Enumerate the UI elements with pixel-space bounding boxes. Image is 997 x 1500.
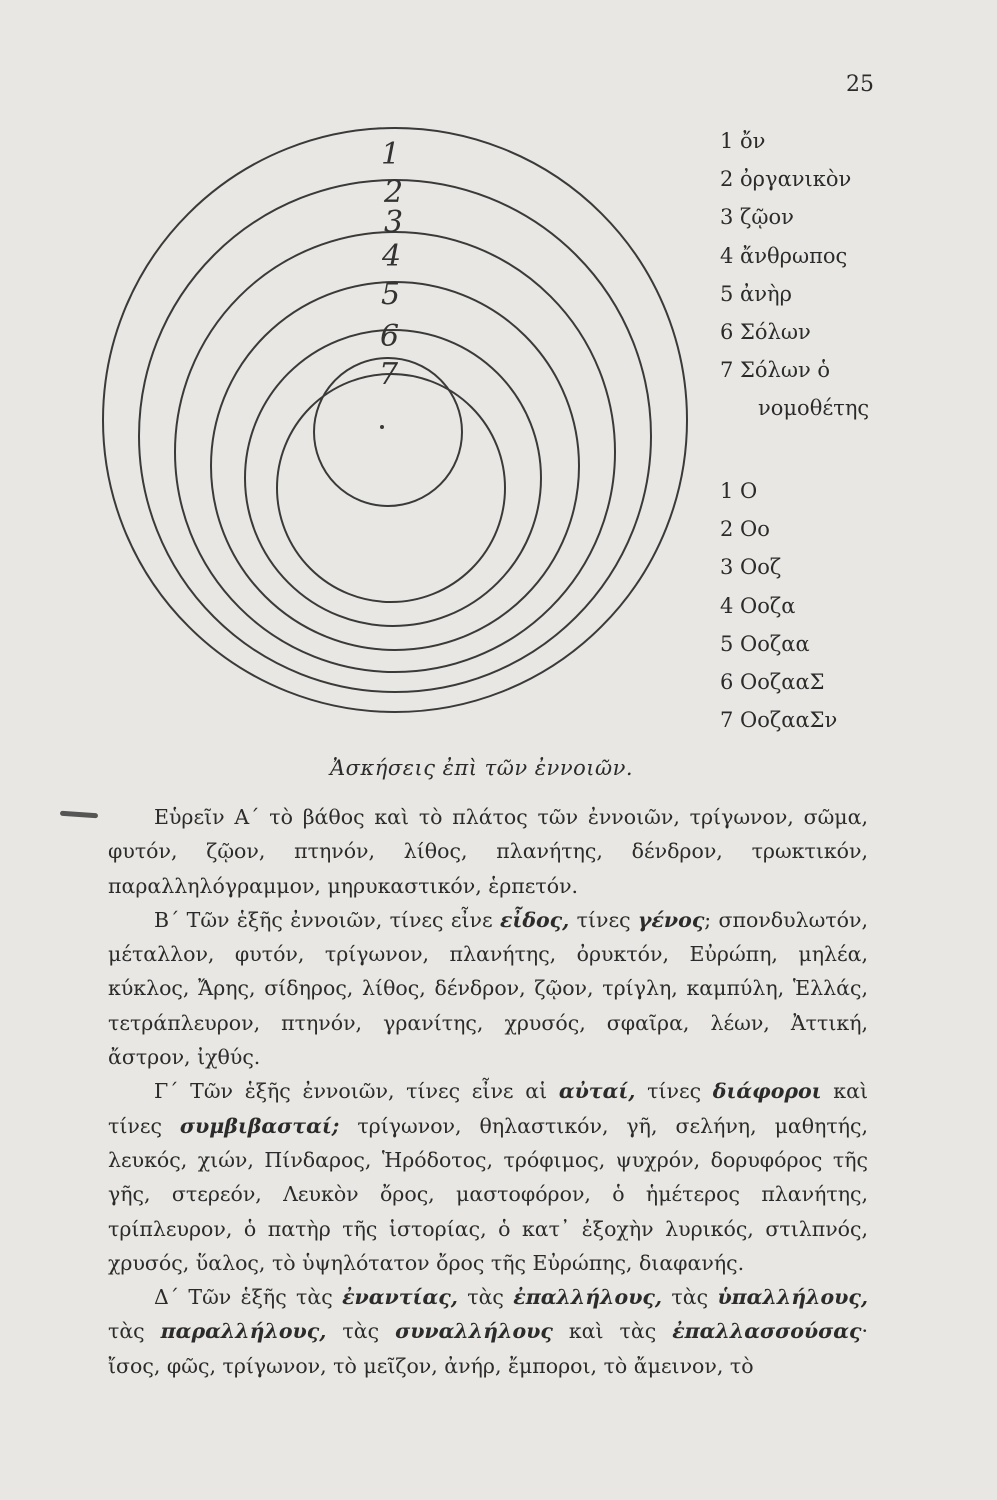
ring-number-1: 1 [381, 137, 401, 172]
exercise-b [108, 903, 868, 1074]
exercises-heading: Ἀσκήσεις ἐπὶ τῶν ἐννοιῶν. [330, 756, 634, 780]
ring-number-4: 4 [382, 239, 402, 274]
legend-concept-item: 3 ζῷον [720, 205, 794, 230]
exercise-d-term: συναλλήλους [395, 1319, 553, 1344]
exercise-d-term: ἐναντίας, [342, 1285, 458, 1310]
legend-concept-item: 1 ὄν [720, 129, 766, 153]
exercise-d-text: τὰς [108, 1319, 161, 1344]
exercise-d-text: τὰς [662, 1285, 718, 1310]
concentric-circles-diagram [95, 120, 705, 740]
concept-legend [720, 122, 869, 428]
exercise-c-term: αὐταί, [558, 1079, 636, 1104]
pen-mark [60, 811, 98, 819]
ring-number-7: 7 [379, 357, 399, 392]
legend-concept-item: 5 ἀνὴρ [720, 281, 792, 306]
exercise-c-text: Γ΄ Τῶν ἑξῆς ἐννοιῶν, τίνες εἶνε αἱ [154, 1079, 559, 1104]
ring-number-6: 6 [380, 319, 400, 354]
page-number: 25 [846, 72, 874, 97]
letter-legend [720, 472, 837, 739]
exercise-c [108, 1074, 868, 1280]
ring-number-3: 3 [384, 205, 404, 240]
legend-letter-item: 4 Οοζα [720, 593, 796, 618]
exercise-d-text: καὶ τὰς [552, 1319, 673, 1344]
legend-letter-item: 3 Οοζ [720, 555, 782, 580]
exercise-b-term: γένος [637, 907, 705, 932]
legend-concept-item: 6 Σόλων [720, 320, 811, 345]
exercise-d-text: · ἴσος, φῶς, τρίγωνον, τὸ μεῖζον, ἀνήρ, ἔμποροι, τὸ ἄμεινον, τὸ [108, 1319, 868, 1378]
legend-concept-item: 4 ἄνθρωπος [720, 243, 848, 268]
exercise-d-term: παραλλήλους, [160, 1319, 327, 1344]
exercises-body [108, 800, 868, 1383]
exercise-c-text: τίνες [635, 1079, 713, 1104]
exercise-d-term: ἐπαλλήλους, [513, 1285, 663, 1310]
exercise-d-text: τὰς [326, 1319, 396, 1344]
concentric-circles-svg [95, 120, 705, 740]
exercise-b-text: τίνες [569, 907, 638, 932]
legend-letter-item: 2 Οο [720, 517, 770, 542]
exercise-d-text: Δ΄ Τῶν ἑξῆς τὰς [154, 1285, 343, 1310]
exercise-c-term: συμβιβασταί; [179, 1113, 340, 1138]
exercise-d-term: ὑπαλλήλους, [717, 1285, 868, 1310]
exercise-b-text: ; σπονδυλωτόν, μέταλλον, φυτόν, τρίγωνον, πλανήτης, ὀρυκτόν, Εὐρώπη, μηλέα, κύκλος, Ἄρης, σίδηρος, λίθος, δένδρον, ζῷον, τρίγλη, καμπύλη, Ἑλλάς, τετράπλευρον, πτηνόν, γρανίτης, χρυσός, σφαῖρα, λέων, Ἀττική, ἄστρον, ἰχθύς. [108, 907, 868, 1070]
exercise-c-text: καὶ τίνες [108, 1079, 868, 1138]
legend-concept-item: 2 ὀργανικὸν [720, 167, 852, 192]
circle-ring-6 [277, 374, 505, 602]
exercise-c-text: τρίγωνον, θηλαστικόν, γῆ, σελήνη, μαθητής, λευκός, χιών, Πίνδαρος, Ἡρόδοτος, τρόφιμος, ψυχρόν, δορυφόρος τῆς γῆς, στερεόν, Λευκὸν ὄρος, μαστοφόρον, ὁ ἡμέτερος πλανήτης, τρίπλευρον, ὁ πατὴρ τῆς ἱστορίας, ὁ κατ᾽ ἐξοχὴν λυρικός, στιλπνός, χρυσός, ὕαλος, τὸ ὑψηλότατον ὄρος τῆς Εὐρώπης, διαφανής. [108, 1113, 868, 1275]
exercise-b-term: εἶδος, [499, 907, 570, 932]
center-dot [380, 425, 384, 429]
legend-letter-item: 7 ΟοζααΣν [720, 708, 838, 733]
ring-number-5: 5 [381, 277, 401, 312]
legend-letter-item: 1 Ο [720, 479, 758, 503]
exercise-d-text: τὰς [457, 1285, 514, 1310]
legend-letter-item: 6 ΟοζααΣ [720, 670, 825, 695]
exercise-c-term: διάφοροι [712, 1079, 822, 1104]
legend-concept-item: νομοθέτης [758, 396, 870, 421]
legend-concept-item: 7 Σόλων ὁ [720, 358, 831, 383]
exercise-b-text: Β΄ Τῶν ἑξῆς ἐννοιῶν, τίνες εἶνε [154, 907, 500, 932]
ring-number-2: 2 [384, 175, 404, 210]
exercise-d-term: ἐπαλλασσούσας [672, 1319, 862, 1344]
exercise-a: Εὑρεῖν Α΄ τὸ βάθος καὶ τὸ πλάτος τῶν ἐννοιῶν, τρίγωνον, σῶμα, φυτόν, ζῷον, πτηνόν, λίθος, πλανήτης, δένδρον, τρωκτικόν, παραλληλόγραμμον, μηρυκαστικόν, ἑρπετόν. [108, 805, 868, 898]
exercise-d [108, 1280, 868, 1383]
legend-letter-item: 5 Οοζαα [720, 631, 810, 656]
